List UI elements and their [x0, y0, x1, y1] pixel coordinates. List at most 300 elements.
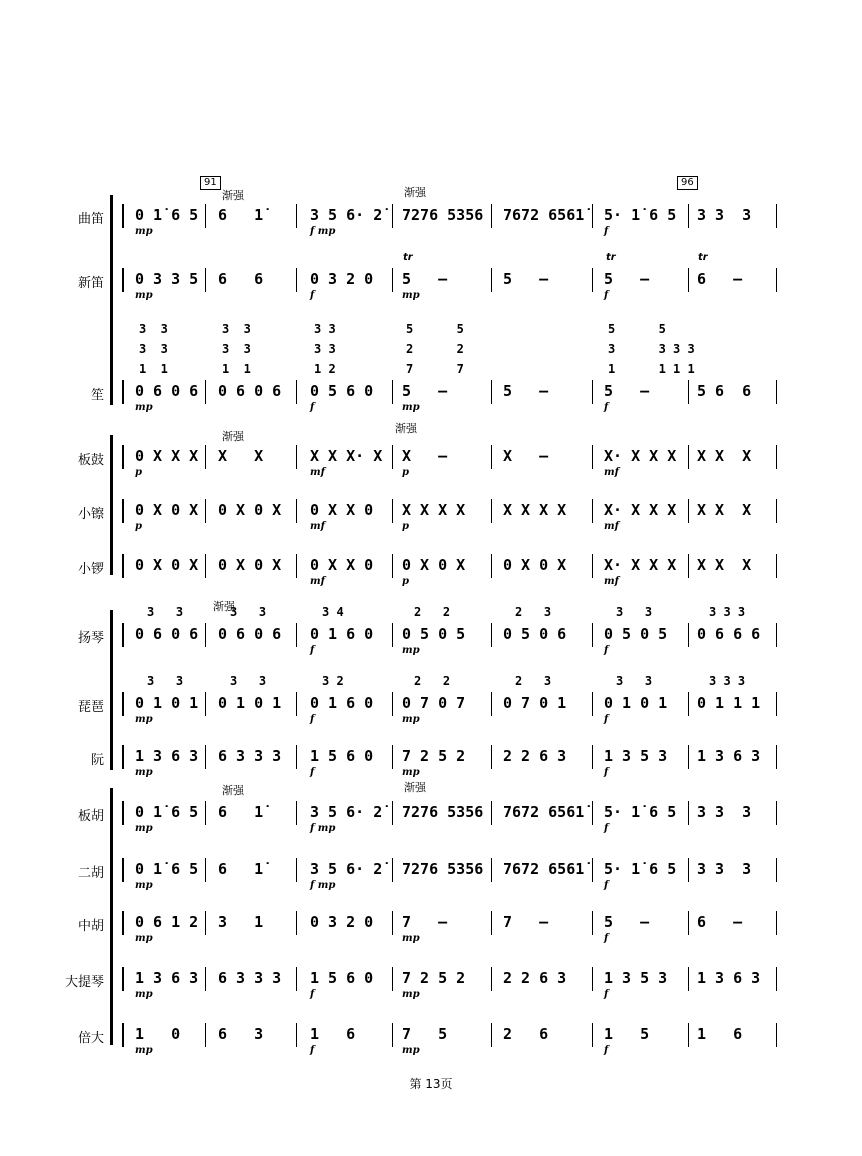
chord-upper-note: 3 3 3 — [709, 605, 746, 619]
dynamic-mark: f — [310, 645, 315, 656]
measure: 5 – — [604, 382, 650, 400]
barline — [122, 554, 124, 578]
measure: 3 3 3 — [697, 803, 752, 821]
measure: 1 3 6 3 — [135, 747, 199, 765]
crescendo-text: 渐强 — [404, 781, 426, 794]
dynamic-mark: mp — [135, 823, 153, 834]
measure: 0 3 3 5 — [135, 270, 199, 288]
dynamic-mark: mp — [135, 290, 153, 301]
measure: 0 3 2 0 — [310, 913, 374, 931]
measure: 0 1 6 0 — [310, 625, 374, 643]
barline — [776, 204, 777, 228]
barline — [688, 967, 689, 991]
barline — [776, 445, 777, 469]
measure: 3 5 6· 2̇ — [310, 860, 383, 878]
dynamic-mark: f — [604, 880, 609, 891]
barline — [592, 801, 593, 825]
rehearsal-mark: 96 — [677, 176, 698, 190]
barline — [491, 1023, 492, 1047]
dynamic-mark: f — [310, 1045, 315, 1056]
barline — [392, 554, 393, 578]
chord-upper-note: 2 3 — [515, 674, 552, 688]
measure: X· X X X — [604, 501, 677, 519]
dynamic-mark: mf — [310, 576, 325, 587]
barline — [122, 268, 124, 292]
dynamic-mark: f — [604, 823, 609, 834]
barline — [205, 745, 206, 769]
measure: 6 3 — [218, 1025, 264, 1043]
measure: X· X X X — [604, 556, 677, 574]
measure: 0 5 6 0 — [310, 382, 374, 400]
barline — [205, 692, 206, 716]
measure: 5· 1̇ 6 5 — [604, 860, 677, 878]
barline — [776, 745, 777, 769]
dynamic-mark: mp — [402, 402, 420, 413]
barline — [491, 858, 492, 882]
page-number: 第 13页 — [409, 1077, 453, 1091]
dynamic-mark: f — [604, 1045, 609, 1056]
measure: 7276 5356 — [402, 803, 484, 821]
instrument-label: 大提琴 — [64, 975, 104, 990]
crescendo-text: 渐强 — [404, 186, 426, 199]
measure: 3 5 6· 2̇ — [310, 206, 383, 224]
barline — [392, 967, 393, 991]
barline — [592, 858, 593, 882]
measure: 6 – — [697, 913, 743, 931]
dynamic-mark: mp — [135, 989, 153, 1000]
measure: 1 5 6 0 — [310, 747, 374, 765]
dynamic-mark: mp — [402, 714, 420, 725]
measure: 7672 6561̇ — [503, 803, 585, 821]
barline — [205, 1023, 206, 1047]
dynamic-mark: mp — [135, 933, 153, 944]
dynamic-mark: f — [604, 645, 609, 656]
dynamic-mark: mf — [604, 521, 619, 532]
measure: 0 X 0 X — [402, 556, 466, 574]
instrument-label: 新笛 — [77, 276, 104, 291]
barline — [296, 801, 297, 825]
barline — [688, 801, 689, 825]
dynamic-mark: mp — [402, 989, 420, 1000]
barline — [296, 554, 297, 578]
barline — [491, 801, 492, 825]
chord-upper-note: 3 3 — [616, 674, 653, 688]
barline — [592, 1023, 593, 1047]
barline — [776, 858, 777, 882]
chord-note-2: 3 3 — [139, 342, 168, 356]
chord-upper-note: 3 3 — [147, 674, 184, 688]
barline — [491, 445, 492, 469]
measure: X X — [218, 447, 264, 465]
barline — [296, 268, 297, 292]
measure: 5 – — [604, 270, 650, 288]
dynamic-mark: mf — [604, 576, 619, 587]
crescendo-text: 渐强 — [213, 600, 235, 613]
barline — [392, 380, 393, 404]
dynamic-mark: f — [604, 290, 609, 301]
measure: 1 5 — [604, 1025, 650, 1043]
barline — [205, 911, 206, 935]
measure: 5 – — [503, 270, 549, 288]
measure: 0 X 0 X — [218, 556, 282, 574]
instrument-label: 小镲 — [77, 507, 104, 522]
measure: 0 5 0 5 — [402, 625, 466, 643]
barline — [296, 380, 297, 404]
dynamic-mark: p — [135, 521, 142, 532]
measure: 0 5 0 6 — [503, 625, 567, 643]
barline — [205, 554, 206, 578]
barline — [392, 801, 393, 825]
barline — [392, 911, 393, 935]
dynamic-mark: f — [604, 402, 609, 413]
chord-upper-note: 2 2 — [414, 674, 451, 688]
instrument-label: 板鼓 — [77, 453, 104, 468]
barline — [592, 745, 593, 769]
barline — [122, 858, 124, 882]
barline — [688, 445, 689, 469]
measure: 0 1 0 1 — [604, 694, 668, 712]
measure: 5 – — [503, 382, 549, 400]
dynamic-mark: f — [604, 767, 609, 778]
measure: 3 3 3 — [697, 860, 752, 878]
measure: 1 3 5 3 — [604, 747, 668, 765]
barline — [392, 445, 393, 469]
measure: 6 6 — [218, 270, 264, 288]
barline — [592, 204, 593, 228]
dynamic-mark: f — [310, 714, 315, 725]
dynamic-mark: f — [604, 714, 609, 725]
barline — [296, 623, 297, 647]
chord-upper-note: 2 2 — [414, 605, 451, 619]
trill-mark: tr — [698, 252, 708, 263]
barline — [491, 692, 492, 716]
barline — [205, 858, 206, 882]
chord-note-1: 1 1 — [222, 362, 251, 376]
barline — [296, 967, 297, 991]
barline — [688, 745, 689, 769]
measure: X· X X X — [604, 447, 677, 465]
measure: 5· 1̇ 6 5 — [604, 206, 677, 224]
dynamic-mark: mf — [310, 521, 325, 532]
chord-upper-note: 3 2 — [322, 674, 344, 688]
measure: 2 6 — [503, 1025, 549, 1043]
measure: 0 7 0 7 — [402, 694, 466, 712]
barline — [296, 499, 297, 523]
instrument-label: 阮 — [90, 753, 104, 768]
barline — [592, 445, 593, 469]
bracket-bowed — [110, 788, 113, 1045]
crescendo-text: 渐强 — [222, 430, 244, 443]
measure: 1 3 6 3 — [697, 969, 761, 987]
barline — [392, 499, 393, 523]
chord-upper-note: 3 3 — [616, 605, 653, 619]
measure: 7 – — [402, 913, 448, 931]
measure: 1 3 6 3 — [697, 747, 761, 765]
bracket-plucked — [110, 610, 113, 770]
chord-note-2: 3 3 — [222, 342, 251, 356]
measure: 6 3 3 3 — [218, 969, 282, 987]
dynamic-mark: mp — [135, 767, 153, 778]
dynamic-mark: f — [310, 402, 315, 413]
measure: 3 5 6· 2̇ — [310, 803, 383, 821]
barline — [776, 911, 777, 935]
barline — [491, 554, 492, 578]
measure: 0 X X X — [135, 447, 199, 465]
measure: 0 6 6 6 — [697, 625, 761, 643]
dynamic-mark: f — [604, 989, 609, 1000]
barline — [205, 380, 206, 404]
dynamic-mark: f mp — [310, 226, 336, 237]
dynamic-mark: f mp — [310, 880, 336, 891]
measure: X X X — [697, 447, 752, 465]
instrument-label: 中胡 — [77, 919, 104, 934]
trill-mark: tr — [403, 252, 413, 263]
instrument-label: 扬琴 — [77, 631, 104, 646]
barline — [491, 380, 492, 404]
chord-note-2: 3 3 — [314, 342, 336, 356]
dynamic-mark: mp — [135, 226, 153, 237]
dynamic-mark: mp — [402, 290, 420, 301]
dynamic-mark: f mp — [310, 823, 336, 834]
measure: X X X X — [503, 501, 567, 519]
barline — [205, 801, 206, 825]
chord-upper-note: 3 4 — [322, 605, 344, 619]
dynamic-mark: mp — [135, 714, 153, 725]
barline — [491, 967, 492, 991]
chord-note-1: 1 1 — [139, 362, 168, 376]
rehearsal-mark: 91 — [200, 176, 221, 190]
dynamic-mark: mp — [135, 402, 153, 413]
barline — [688, 268, 689, 292]
chord-note-3: 3 3 — [314, 322, 336, 336]
barline — [491, 499, 492, 523]
chord-note-1: 7 7 — [406, 362, 464, 376]
dynamic-mark: mp — [135, 880, 153, 891]
measure: 7 – — [503, 913, 549, 931]
measure: 5· 1̇ 6 5 — [604, 803, 677, 821]
barline — [122, 911, 124, 935]
crescendo-text: 渐强 — [395, 422, 417, 435]
barline — [392, 204, 393, 228]
measure: 0 X 0 X — [503, 556, 567, 574]
dynamic-mark: p — [402, 576, 409, 587]
measure: 0 1 1 1 — [697, 694, 761, 712]
instrument-label: 板胡 — [77, 809, 104, 824]
instrument-label: 小锣 — [77, 562, 104, 577]
measure: 6 1̇ — [218, 206, 264, 224]
barline — [688, 623, 689, 647]
barline — [122, 204, 124, 228]
barline — [592, 967, 593, 991]
barline — [491, 268, 492, 292]
measure: 0 3 2 0 — [310, 270, 374, 288]
crescendo-text: 渐强 — [222, 784, 244, 797]
barline — [688, 499, 689, 523]
measure: 0 7 0 1 — [503, 694, 567, 712]
barline — [776, 623, 777, 647]
measure: 7 2 5 2 — [402, 969, 466, 987]
measure: 6 1̇ — [218, 860, 264, 878]
chord-note-1: 1 1 1 1 — [608, 362, 695, 376]
measure: 3 3 3 — [697, 206, 752, 224]
barline — [491, 623, 492, 647]
measure: 0 6 0 6 — [135, 625, 199, 643]
measure: 2 2 6 3 — [503, 969, 567, 987]
measure: 3 1 — [218, 913, 264, 931]
crescendo-text: 渐强 — [222, 189, 244, 202]
instrument-label: 笙 — [90, 388, 104, 403]
chord-upper-note: 3 3 — [230, 605, 267, 619]
measure: 5 – — [604, 913, 650, 931]
barline — [392, 745, 393, 769]
barline — [205, 499, 206, 523]
barline — [205, 623, 206, 647]
barline — [592, 554, 593, 578]
instrument-label: 倍大 — [77, 1031, 104, 1046]
measure: X – — [503, 447, 549, 465]
chord-upper-note: 2 3 — [515, 605, 552, 619]
measure: 7672 6561̇ — [503, 860, 585, 878]
barline — [592, 499, 593, 523]
measure: 1 3 6 3 — [135, 969, 199, 987]
measure: 5 6 6 — [697, 382, 752, 400]
measure: 0 5 0 5 — [604, 625, 668, 643]
dynamic-mark: mp — [135, 1045, 153, 1056]
chord-note-3: 3 3 — [139, 322, 168, 336]
barline — [776, 1023, 777, 1047]
barline — [688, 911, 689, 935]
measure: 0 6 0 6 — [218, 382, 282, 400]
measure: 7672 6561̇ — [503, 206, 585, 224]
trill-mark: tr — [606, 252, 616, 263]
barline — [122, 967, 124, 991]
barline — [296, 745, 297, 769]
measure: 5 – — [402, 270, 448, 288]
dynamic-mark: mp — [402, 767, 420, 778]
instrument-label: 曲笛 — [77, 212, 104, 227]
measure: X X X· X — [310, 447, 383, 465]
barline — [491, 204, 492, 228]
dynamic-mark: p — [402, 467, 409, 478]
measure: 0 X 0 X — [135, 501, 199, 519]
measure: 0 1 6 0 — [310, 694, 374, 712]
measure: 6 – — [697, 270, 743, 288]
measure: 0 X 0 X — [135, 556, 199, 574]
measure: 0 6 1 2 — [135, 913, 199, 931]
dynamic-mark: mp — [402, 933, 420, 944]
measure: X X X — [697, 556, 752, 574]
measure: 1 3 5 3 — [604, 969, 668, 987]
barline — [296, 858, 297, 882]
barline — [592, 268, 593, 292]
barline — [296, 445, 297, 469]
dynamic-mark: mf — [310, 467, 325, 478]
chord-note-2: 2 2 — [406, 342, 464, 356]
measure: 6 3 3 3 — [218, 747, 282, 765]
measure: 5 – — [402, 382, 448, 400]
barline — [122, 692, 124, 716]
barline — [688, 380, 689, 404]
barline — [122, 745, 124, 769]
measure: 7 5 — [402, 1025, 448, 1043]
barline — [392, 858, 393, 882]
measure: 1 5 6 0 — [310, 969, 374, 987]
barline — [776, 967, 777, 991]
barline — [205, 268, 206, 292]
dynamic-mark: mp — [402, 645, 420, 656]
barline — [592, 380, 593, 404]
measure: 1 6 — [697, 1025, 743, 1043]
barline — [688, 204, 689, 228]
chord-note-1: 1 2 — [314, 362, 336, 376]
chord-upper-note: 3 3 — [147, 605, 184, 619]
measure: 0 X X 0 — [310, 501, 374, 519]
barline — [688, 692, 689, 716]
barline — [592, 911, 593, 935]
barline — [122, 380, 124, 404]
dynamic-mark: f — [604, 226, 609, 237]
measure: 0 6 0 6 — [218, 625, 282, 643]
dynamic-mark: f — [310, 290, 315, 301]
chord-note-3: 5 5 — [406, 322, 464, 336]
barline — [205, 967, 206, 991]
barline — [776, 692, 777, 716]
barline — [205, 204, 206, 228]
barline — [296, 692, 297, 716]
dynamic-mark: f — [310, 767, 315, 778]
barline — [776, 554, 777, 578]
barline — [296, 1023, 297, 1047]
measure: X – — [402, 447, 448, 465]
barline — [296, 911, 297, 935]
chord-upper-note: 3 3 3 — [709, 674, 746, 688]
measure: 7276 5356 — [402, 206, 484, 224]
barline — [122, 623, 124, 647]
measure: 2 2 6 3 — [503, 747, 567, 765]
chord-note-3: 5 5 — [608, 322, 666, 336]
barline — [122, 801, 124, 825]
chord-note-3: 3 3 — [222, 322, 251, 336]
measure: 0 1̇ 6 5 — [135, 206, 199, 224]
barline — [392, 692, 393, 716]
barline — [122, 445, 124, 469]
measure: 7 2 5 2 — [402, 747, 466, 765]
dynamic-mark: p — [135, 467, 142, 478]
measure: 0 X X 0 — [310, 556, 374, 574]
chord-note-2: 3 3 3 3 — [608, 342, 695, 356]
measure: 1 6 — [310, 1025, 356, 1043]
dynamic-mark: f — [604, 933, 609, 944]
barline — [296, 204, 297, 228]
barline — [392, 623, 393, 647]
measure: 0 1 0 1 — [218, 694, 282, 712]
dynamic-mark: mp — [402, 1045, 420, 1056]
instrument-label: 琵琶 — [77, 700, 104, 715]
measure: 6 1̇ — [218, 803, 264, 821]
barline — [205, 445, 206, 469]
barline — [592, 623, 593, 647]
dynamic-mark: mf — [604, 467, 619, 478]
barline — [776, 499, 777, 523]
barline — [392, 268, 393, 292]
barline — [776, 268, 777, 292]
bracket-percussion — [110, 435, 113, 575]
barline — [776, 380, 777, 404]
barline — [122, 499, 124, 523]
bracket-winds — [110, 195, 113, 405]
measure: X X X X — [402, 501, 466, 519]
chord-upper-note: 3 3 — [230, 674, 267, 688]
